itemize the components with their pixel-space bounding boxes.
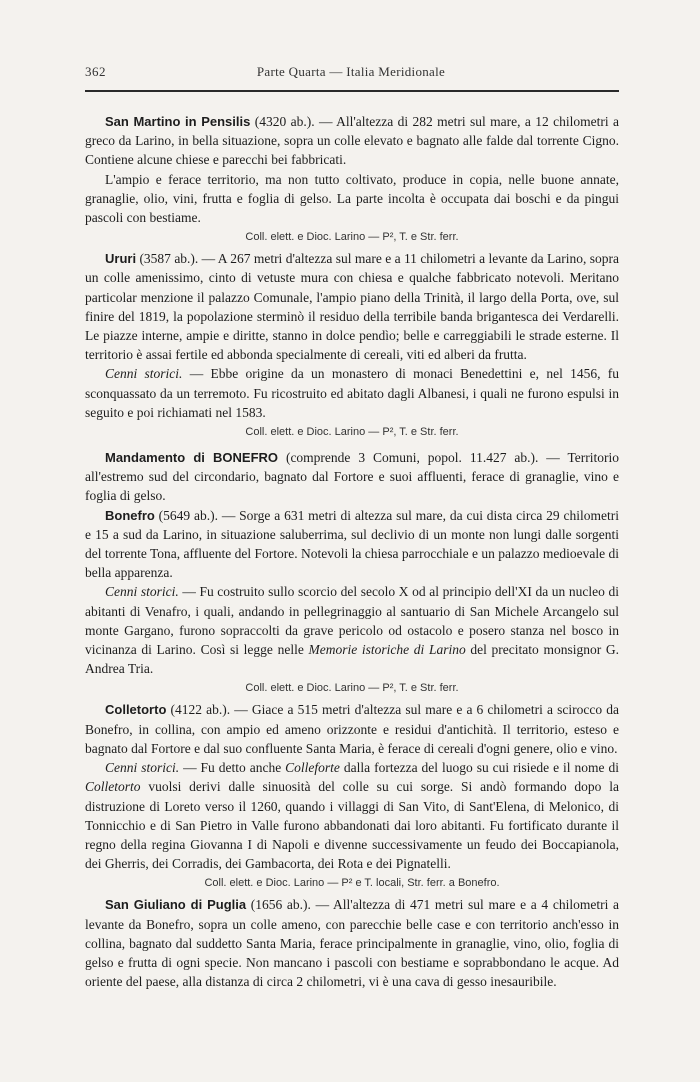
history-label: Cenni storici. [105, 760, 180, 776]
history-italic: Memorie istoriche di Larino [308, 642, 466, 658]
running-title: Parte Quarta — Italia Meridionale [256, 64, 446, 79]
place-name: Colletorto [105, 702, 167, 718]
entry-mandamento-bonefro [85, 448, 619, 506]
history-text: — Fu detto anche [179, 760, 286, 776]
entry-ururi [85, 249, 619, 364]
reference-line: Coll. elett. e Dioc. Larino — P², T. e Str. ferr. [245, 231, 459, 244]
history-italic: Colletorto [85, 779, 141, 795]
history-paragraph [85, 758, 619, 873]
entry-text: (4122 ab.). — Giace a 515 metri d'altezza sul mare e a 6 chilometri a scirocco da Bonefro, in collina, con ampio ed ameno orizzonte e residui d'antichità. Il territorio, esteso e bagnato dal Fortore e dal suo confluente Santa Maria, è ferace di cereali d'ogni genere, olio e vino. [85, 702, 619, 756]
history-paragraph [85, 582, 619, 678]
history-text: dalla fortezza del luogo su cui risiede e il nome di [339, 760, 619, 776]
entry-text: (1656 ab.). — All'altezza di 471 metri sul mare e a 4 chilometri a levante da Bonefro, sopra un colle ameno, con parecchie belle case e con territorio anch'esso in collina, bagnato dal suddetto Santa Maria, ferace principalmente in granaglie, vino, olio, foglia di gelso e frutta di ogni specie. Non mancano i pascoli con bestiame e soprabbondano le acque. Ad oriente del paese, alla distanza di circa 2 chilometri, vi è una cava di gesso inesauribile. [85, 897, 619, 990]
reference-line: Coll. elett. e Dioc. Larino — P², T. e Str. ferr. [245, 426, 459, 439]
history-label: Cenni storici. [105, 366, 183, 382]
entry-text: (5649 ab.). — Sorge a 631 metri di altezza sul mare, da cui dista circa 29 chilometri e 15 a sud da Larino, in situazione saluberrima, sul declivio di un monte non lungi dalle sorgenti del torrente Tona, affluente del Fortore. Notevoli la chiesa parrocchiale e un palazzo medioevale di bella apparenza. [85, 507, 619, 581]
entry-san-martino [85, 112, 619, 170]
history-text: — Fu costruito sullo scorcio del secolo X od al principio dell'XI da un nucleo di abitanti di Venafro, i quali, andando in pellegrinaggio al santuario di San Michele Arcangelo sul monte Gargano, furono sopraccolti da grave pericolo od ostacolo e posero stanza nel bosco in vicinanza di Larino. Così si legge nelle [85, 584, 619, 658]
entry-text: (3587 ab.). — A 267 metri d'altezza sul mare e a 11 chilometri a levante da Larino, sopra un colle amenissimo, cinto di vetuste mura con chiesa e qualche fabbricato notevoli. Meritano particolar menzione il palazzo Comunale, l'ampio piano della Trinità, il largo della Porta, ove, sul finire del 1819, la popolazione sterminò il residuo della terribile banda brigantesca dei Verdarelli. Le piazze interne, ampie e diritte, stanno in dolce pendìo; belle e carreggiabili le strade esterne. Il territorio è assai fertile ed abbonda specialmente di cereali, viti ed alberi da frutta. [85, 251, 619, 363]
place-name: San Giuliano di Puglia [105, 897, 247, 913]
header-rule [85, 90, 619, 92]
running-header [85, 62, 617, 86]
history-paragraph [85, 364, 619, 422]
entry-text: (4320 ab.). — All'altezza di 282 metri sul mare, a 12 chilometri a greco da Larino, in bella situazione, sopra un colle elevato e bagnato alle falde dal torrente Cigno. Contiene alcune chiese e parecchi bei fabbricati. [85, 114, 620, 168]
page-body [85, 112, 619, 991]
place-name: Mandamento di BONEFRO [105, 450, 279, 466]
entry-paragraph: L'ampio e ferace territorio, ma non tutto coltivato, produce in copia, nelle buone annate, granaglie, olio, vini, frutta e foglia di gelso. La parte incolta è occupata dai boschi e da pingui pascoli con bestiame. [85, 171, 619, 226]
page-number: 362 [85, 64, 106, 79]
history-label: Cenni storici. [105, 584, 179, 600]
place-name: Ururi [105, 251, 137, 267]
place-name: San Martino in Pensilis [105, 114, 251, 129]
entry-bonefro [85, 506, 619, 583]
entry-colletorto [85, 700, 619, 758]
entry-text: (comprende 3 Comuni, popol. 11.427 ab.). — Territorio all'estremo sud del circondario, bagnato dal Fortore e suoi affluenti, ferace di granaglie, vino e foglia di gelso. [85, 450, 619, 504]
history-text: vuolsi derivi dalle sinuosità del colle su cui sorge. Si andò formando dopo la distruzione di Loreto verso il 1260, quando i villaggi di San Vito, di Sant'Elena, di Melonico, di Tonnicchio e di San Pietro in Valle furono abbandonati dai loro abitanti. Fu fortificato durante il regno della regina Giovanna I di Napoli e divenne successivamente un feudo dei Boccapianola, dei Gherris, dei Corradis, dei Gambacorta, dei Rota e dei Pignatelli. [85, 779, 619, 872]
place-name: Bonefro [105, 507, 155, 523]
history-italic: Colleforte [285, 760, 340, 776]
history-text: del precitato monsignor G. Andrea Tria. [85, 642, 619, 677]
history-text: — Ebbe origine da un monastero di monaci Benedettini e, nel 1456, fu sconquassato da un terremoto. Fu ricostruito ed abitato dagli Albanesi, i quali ne furono espulsi in seguito e poi richiamati nel 1583. [85, 366, 620, 420]
reference-line: Coll. elett. e Dioc. Larino — P², T. e Str. ferr. [245, 682, 459, 695]
entry-san-giuliano [85, 895, 619, 991]
reference-line: Coll. elett. e Dioc. Larino — P² e T. locali, Str. ferr. a Bonefro. [204, 877, 500, 890]
